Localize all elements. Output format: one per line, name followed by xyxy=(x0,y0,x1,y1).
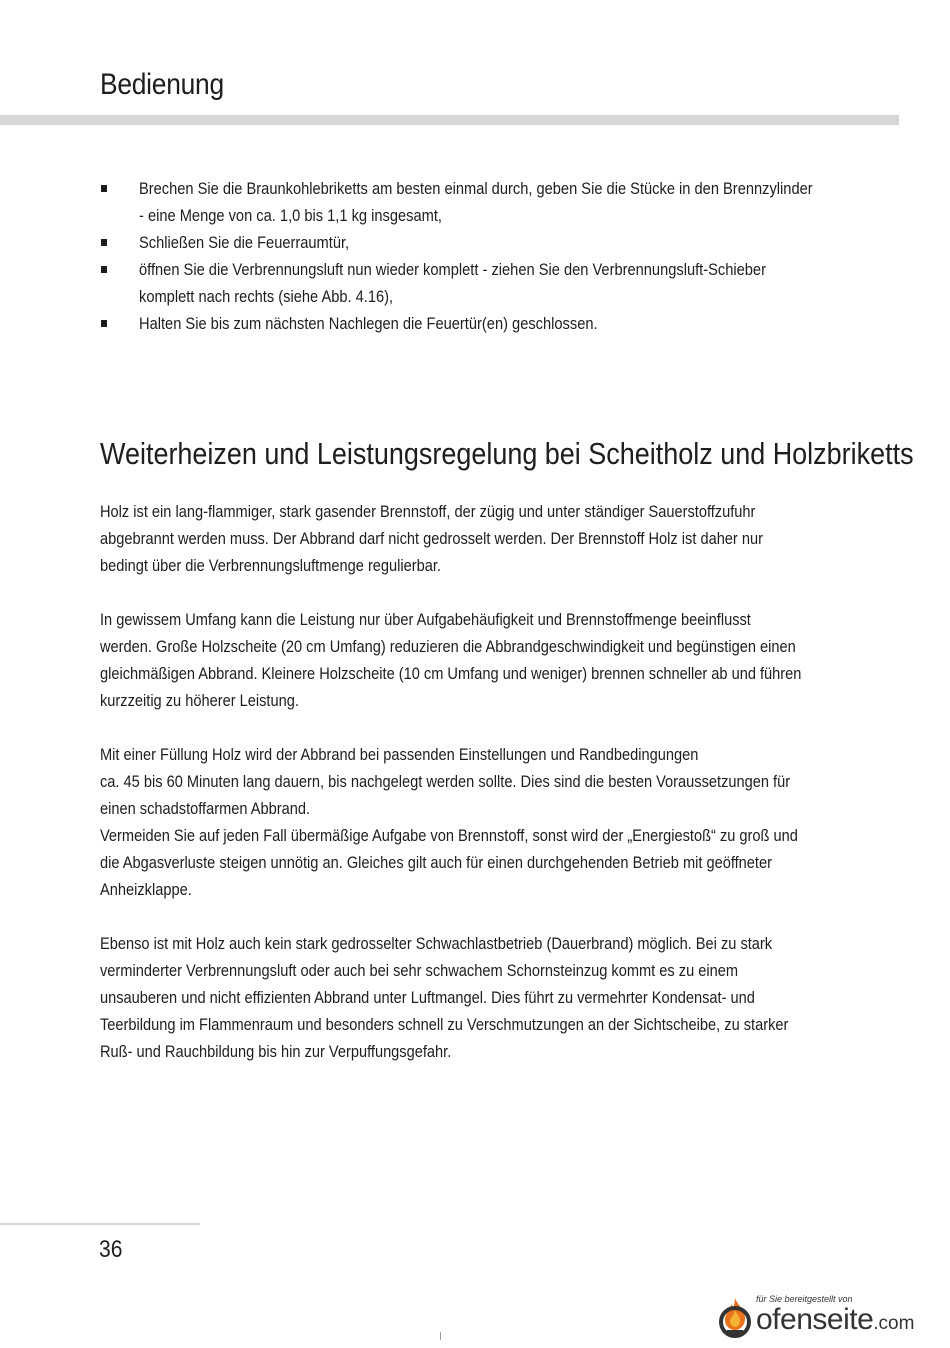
list-item xyxy=(100,230,900,257)
body-paragraph: Vermeiden Sie auf jeden Fall übermäßige Aufgabe von Brennstoff, sonst wird der „Energiestoß“ zu groß und die Abgasverluste steigen unnötig an. Gleiches gilt auch für einen durchgehenden Betrieb mit geöffneter Anheizklappe. xyxy=(100,827,798,899)
section-heading: Weiterheizen und Leistungsregelung bei Scheitholz und Holzbriketts xyxy=(100,436,914,471)
bullet-square-icon xyxy=(101,266,107,273)
bullet-square-icon xyxy=(101,320,107,327)
bullet-square-icon xyxy=(101,185,107,192)
body-paragraph: Mit einer Füllung Holz wird der Abbrand bei passenden Einstellungen und Randbedingungen ca. 45 bis 60 Minuten lang dauern, bis nachgelegt werden sollte. Dies sind die besten Voraussetzungen für einen schadstoffarmen Abbrand. xyxy=(100,746,791,818)
body-paragraph: Ebenso ist mit Holz auch kein stark gedrosselter Schwachlastbetrieb (Dauerbrand) möglich. Bei zu stark verminderter Verbrennungsluft oder auch bei sehr schwachem Schornsteinzug kommt es zu einem unsauberen und nicht effizienten Abbrand unter Luftmangel. Dies führt zu vermehrter Kondensat- und Teerbildung im Flammenraum und besonders schnell zu Verschmutzungen an der Sichtscheibe, zu starker Ruß- und Rauchbildung bis hin zur Verpuffungsgefahr. xyxy=(100,935,789,1061)
list-item-text: Halten Sie bis zum nächsten Nachlegen die Feuertür(en) geschlossen. xyxy=(139,315,598,333)
logo-brand-name: ofenseite xyxy=(756,1303,874,1336)
page-header-title: Bedienung xyxy=(100,68,224,101)
bullet-list xyxy=(100,176,900,338)
list-item-text: Schließen Sie die Feuerraumtür, xyxy=(139,234,350,252)
logo-brand-domain: .com xyxy=(873,1313,915,1334)
flame-icon xyxy=(718,1296,752,1338)
section-body xyxy=(100,499,903,1093)
page-number: 36 xyxy=(99,1236,123,1263)
body-paragraph: Holz ist ein lang-flammiger, stark gasender Brennstoff, der zügig und unter ständiger Sauerstoffzufuhr abgebrannt werden muss. Der Abbrand darf nicht gedrosselt werden. Der Brennstoff Holz ist daher nur bedingt über die Verbrennungsluftmenge regulierbar. xyxy=(100,503,763,575)
list-item xyxy=(100,176,900,230)
footer-divider xyxy=(0,1223,200,1225)
body-paragraph: In gewissem Umfang kann die Leistung nur über Aufgabehäufigkeit und Brennstoffmenge beeinflusst werden. Große Holzscheite (20 cm Umfang) reduzieren die Abbrandgeschwindigkeit und begünstigen einen gleichmäßigen Abbrand. Kleinere Holzscheite (10 cm Umfang und weniger) brennen schneller ab und führen kurzzeitig zu höherer Leistung. xyxy=(100,611,802,710)
list-item-text: öffnen Sie die Verbrennungsluft nun wieder komplett - ziehen Sie den Verbrennungsluft-Schieber komplett nach rechts (siehe Abb. 4.16), xyxy=(139,261,766,306)
list-item xyxy=(100,257,900,311)
logo-tagline: für Sie bereitgestellt von xyxy=(756,1294,853,1304)
logo-brand xyxy=(756,1303,914,1337)
header-divider-bar xyxy=(0,115,899,125)
ofenseite-logo[interactable] xyxy=(716,1290,944,1342)
list-item-text: Brechen Sie die Braunkohlebriketts am besten einmal durch, geben Sie die Stücke in den Brennzylinder - eine Menge von ca. 1,0 bis 1,1 kg insgesamt, xyxy=(139,180,813,225)
print-mark xyxy=(440,1332,441,1340)
list-item xyxy=(100,311,900,338)
bullet-square-icon xyxy=(101,239,107,246)
